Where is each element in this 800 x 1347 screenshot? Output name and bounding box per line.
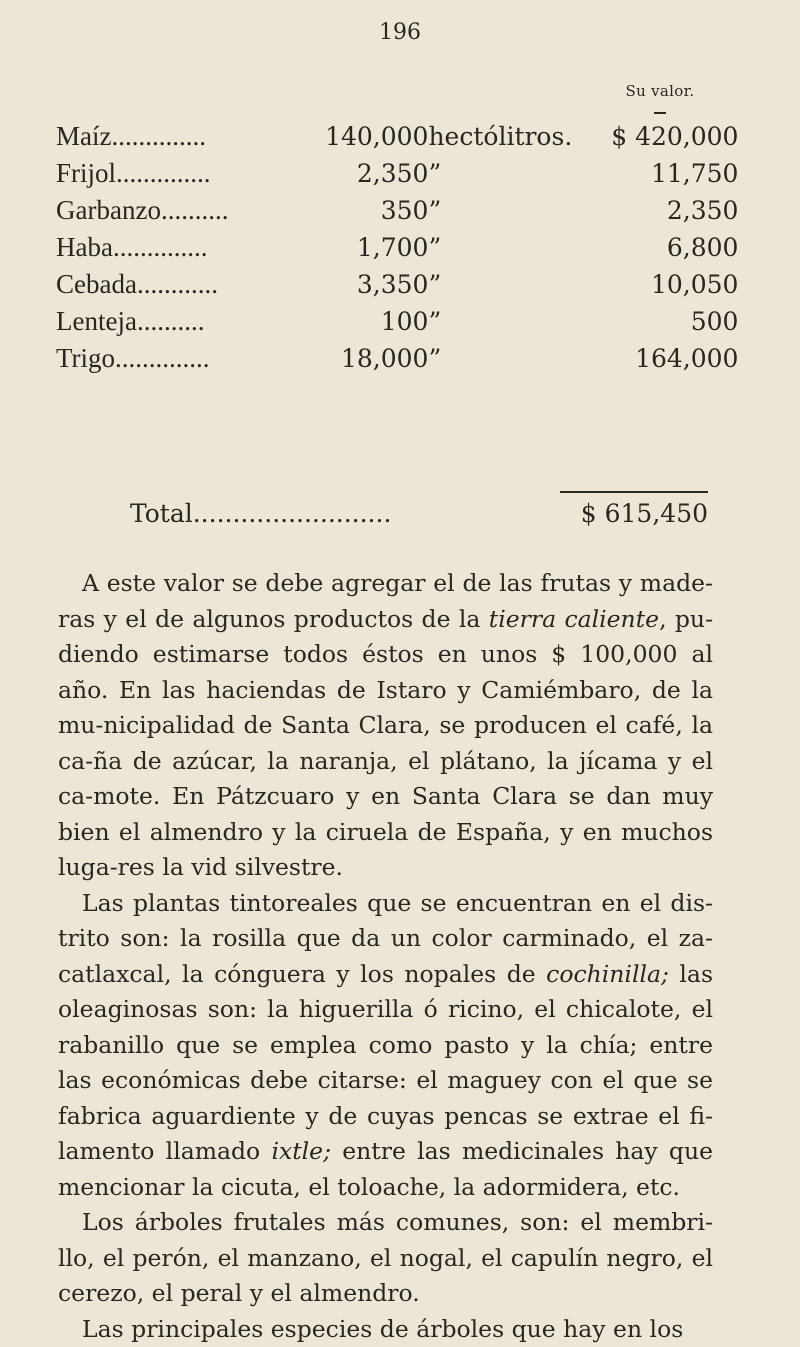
- crop-name: Lenteja..........: [56, 303, 228, 340]
- crop-unit: ”: [428, 266, 578, 303]
- crop-value: 164,000: [578, 340, 738, 377]
- crop-unit: hectólitros.: [428, 118, 578, 155]
- crop-value: $ 420,000: [578, 118, 738, 155]
- crop-unit: ”: [428, 229, 578, 266]
- crop-name: Cebada............: [56, 266, 228, 303]
- crop-value: 6,800: [578, 229, 738, 266]
- crop-unit: ”: [428, 192, 578, 229]
- value-column-header: Su valor.: [600, 82, 720, 100]
- italic-term: ixtle;: [271, 1137, 331, 1165]
- crop-value: 500: [578, 303, 738, 340]
- crop-name: Trigo..............: [56, 340, 228, 377]
- italic-term: cochinilla;: [546, 960, 669, 988]
- text-run: entre las medicinales hay que mencionar la cicuta, el toloache, la adormidera, etc.: [58, 1137, 713, 1201]
- total-rule: [560, 491, 708, 493]
- table-row: [56, 303, 738, 340]
- crop-quantity: 100: [228, 303, 428, 340]
- table-row: [56, 118, 738, 155]
- crop-quantity: 350: [228, 192, 428, 229]
- table-row: [56, 229, 738, 266]
- table-row: [56, 266, 738, 303]
- total-label: Total.........................: [130, 499, 391, 528]
- table-row: [56, 192, 738, 229]
- crop-unit: ”: [428, 303, 578, 340]
- crop-name: Garbanzo..........: [56, 192, 228, 229]
- total-value: $ 615,450: [581, 499, 708, 528]
- table-row: [56, 155, 738, 192]
- body-text: [58, 566, 713, 1347]
- italic-term: tierra caliente: [489, 605, 659, 633]
- paragraph: [58, 1312, 713, 1347]
- text-run: Las plantas tintoreales que se encuentran en el dis-trito son: la rosilla que da un color carminado, el za-catlaxcal, la cónguera y los nopales de: [58, 889, 713, 988]
- crop-unit: ”: [428, 155, 578, 192]
- text-run: A este valor se debe agregar el de las frutas y made-ras y el de algunos productos de la: [58, 569, 713, 633]
- crop-name: Frijol..............: [56, 155, 228, 192]
- crop-unit: ”: [428, 340, 578, 377]
- text-run: , pu-diendo estimarse todos éstos en unos $ 100,000 al año. En las haciendas de Istaro y Camiémbaro, de la mu-nicipalidad de Santa Clara, se producen el café, la ca-ña de azúcar, la naranja, el plátano, la jícama y el ca-mote. En Pátzcuaro y en Santa Clara se dan muy bien el almendro y la ciruela de España, y en muchos luga-res la vid silvestre.: [58, 605, 713, 882]
- crop-quantity: 3,350: [228, 266, 428, 303]
- text-run: Los árboles frutales más comunes, son: el membri-llo, el perón, el manzano, el nogal, el capulín negro, el cerezo, el peral y el almendro.: [58, 1208, 713, 1307]
- paragraph: [58, 1205, 713, 1312]
- crop-value: 2,350: [578, 192, 738, 229]
- crop-quantity: 18,000: [228, 340, 428, 377]
- crop-name: Haba..............: [56, 229, 228, 266]
- crop-quantity: 140,000: [228, 118, 428, 155]
- text-run: las oleaginosas son: la higuerilla ó ricino, el chicalote, el rabanillo que se emplea como pasto y la chía; entre las económicas debe citarse: el maguey con el que se fabrica aguardiente y de cuyas pencas se extrae el fi-lamento llamado: [58, 960, 713, 1166]
- produce-table: [56, 118, 738, 377]
- page-number: 196: [0, 20, 800, 45]
- crop-quantity: 2,350: [228, 155, 428, 192]
- table-row: [56, 340, 738, 377]
- paragraph: [58, 566, 713, 886]
- total-row: [130, 499, 708, 528]
- crop-value: 10,050: [578, 266, 738, 303]
- crop-name: Maíz..............: [56, 118, 228, 155]
- paragraph: [58, 886, 713, 1206]
- crop-value: 11,750: [578, 155, 738, 192]
- crop-quantity: 1,700: [228, 229, 428, 266]
- text-run: Las principales especies de árboles que hay en los: [82, 1315, 683, 1343]
- header-dash: [654, 112, 666, 114]
